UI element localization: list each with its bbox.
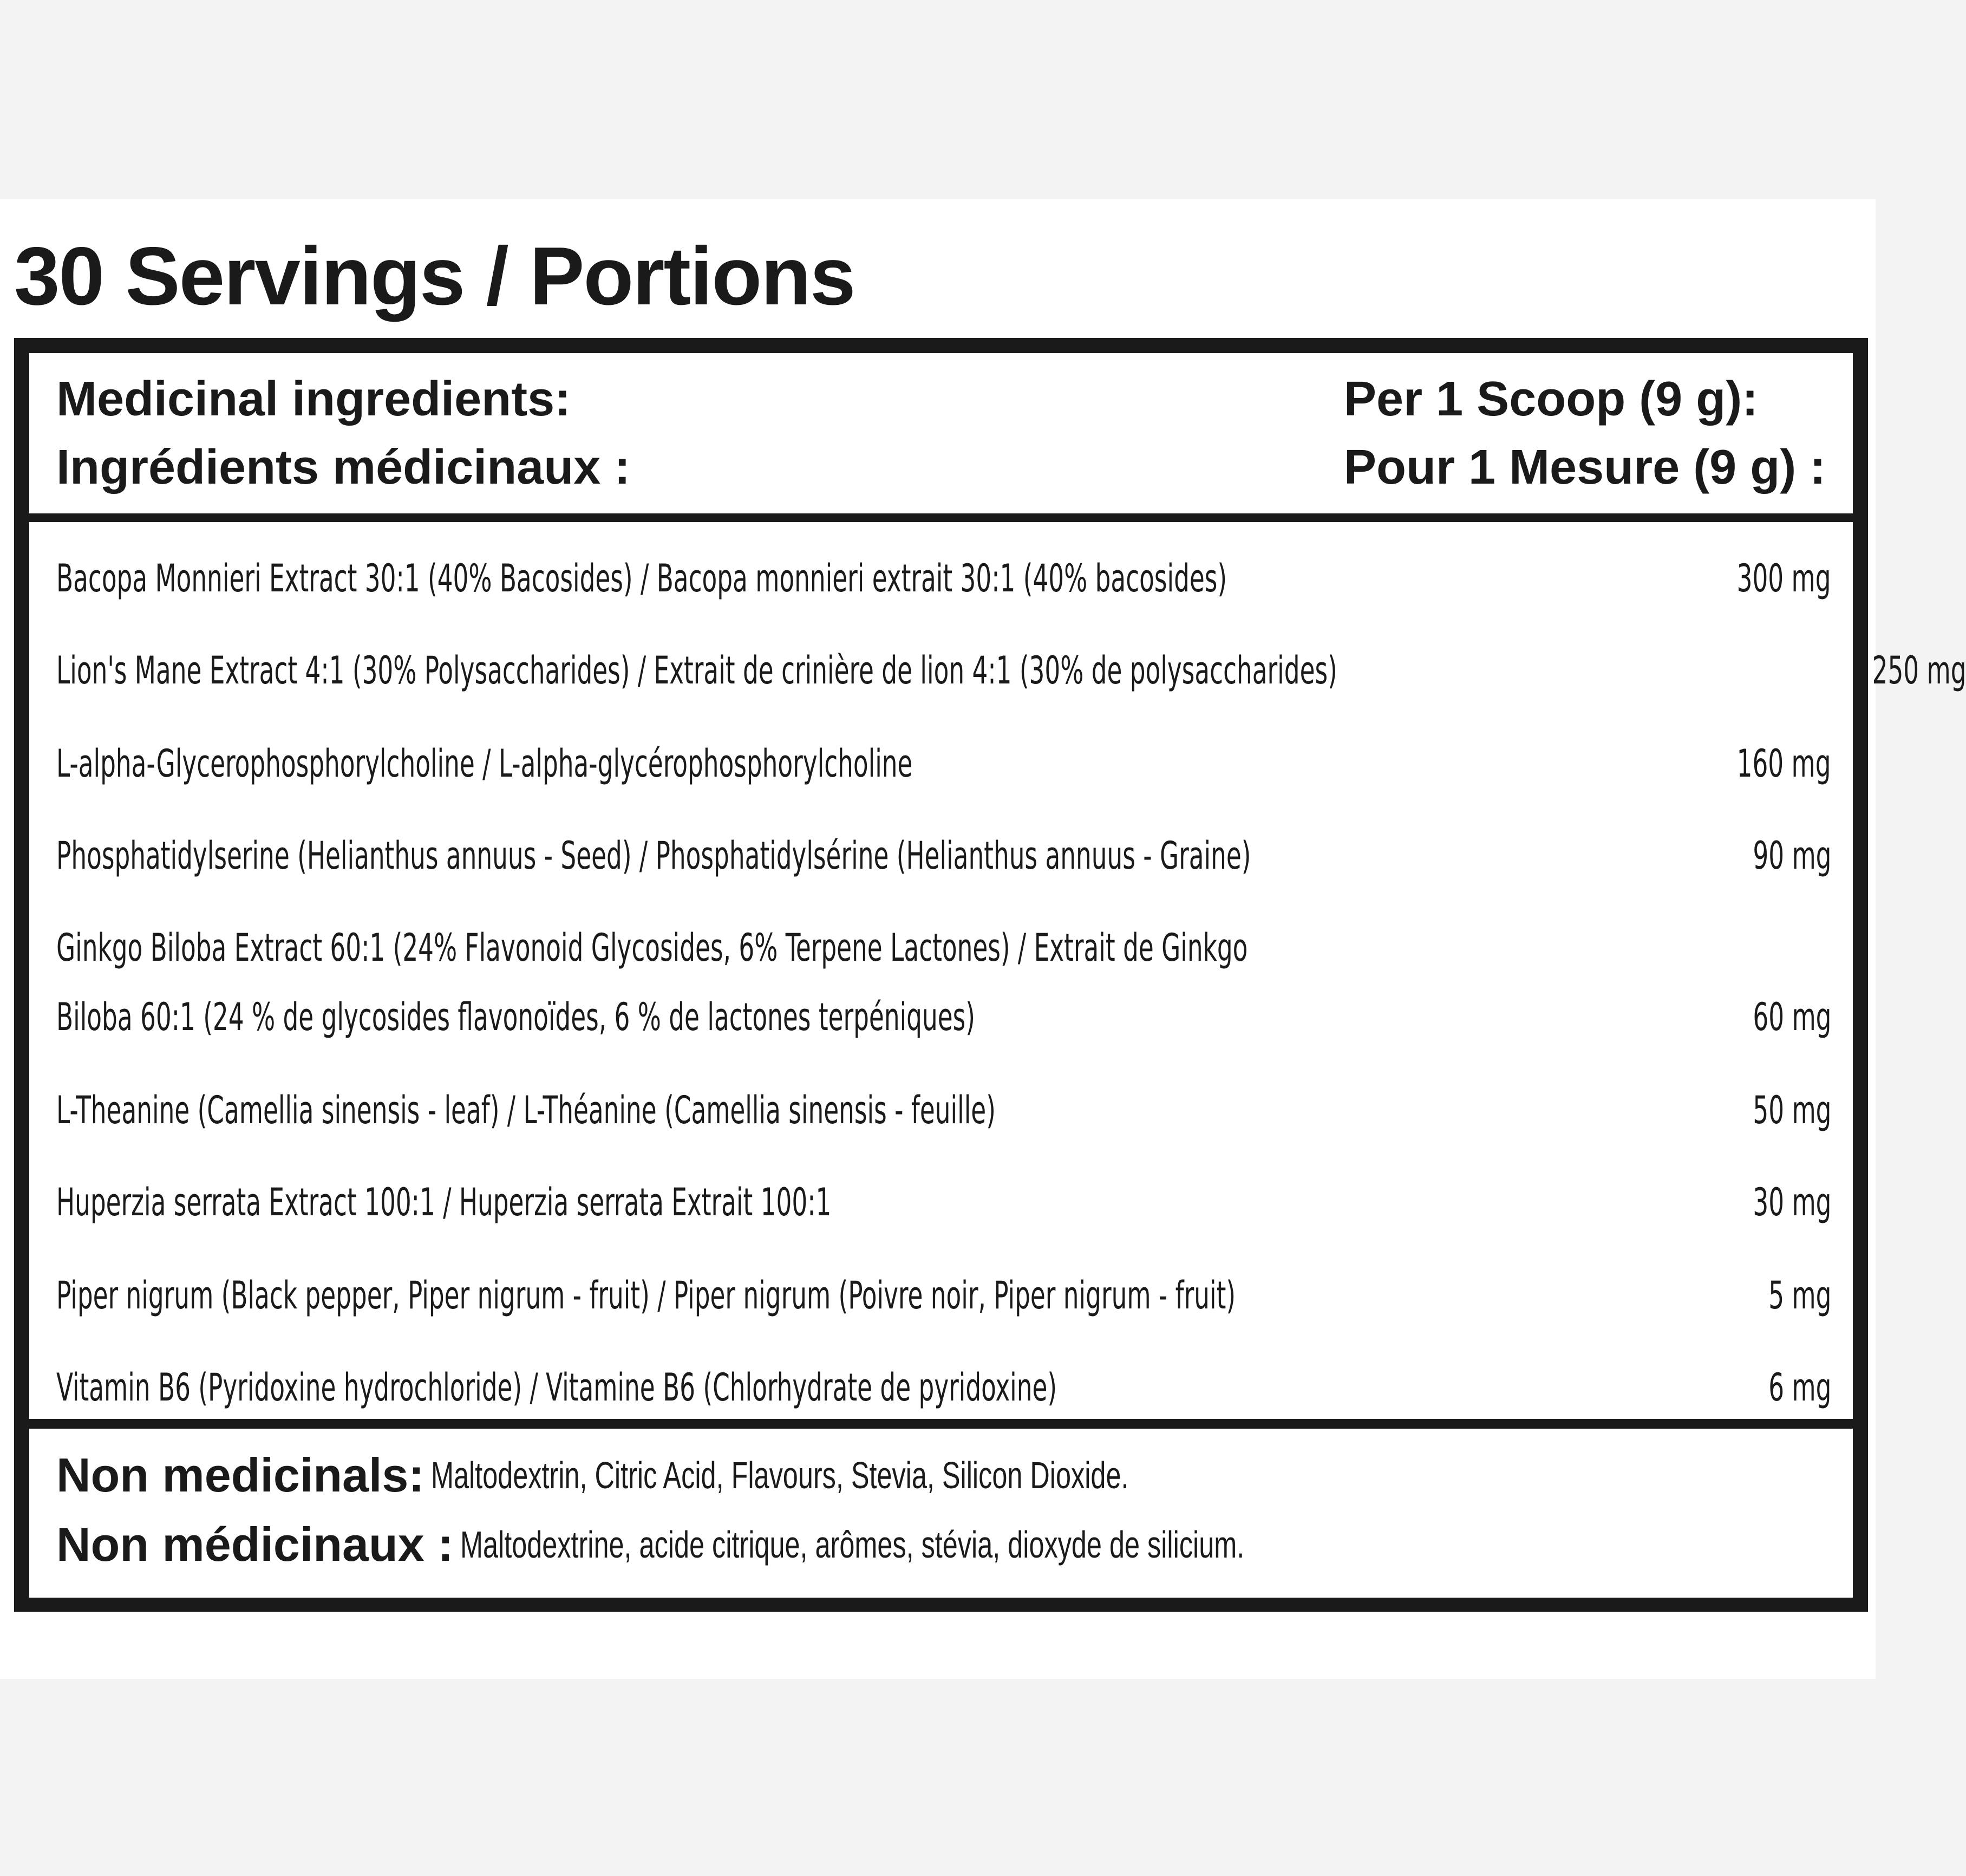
per-scoop-heading: Per 1 Scoop (9 g): [1344, 372, 1759, 426]
ingredient-row [56, 1261, 1831, 1330]
ingredient-amount: 250 mg [1872, 648, 1966, 693]
ingredient-amount: 30 mg [1752, 1180, 1831, 1224]
ingredient-amount: 160 mg [1737, 741, 1831, 786]
ingredient-name: Huperzia serrata Extract 100:1 / Huperzia serrata Extrait 100:1 [56, 1180, 832, 1224]
ingredient-row [56, 1353, 1831, 1422]
header-line-english [56, 364, 1831, 434]
ingredients-panel [14, 338, 1966, 1612]
non-medicinals-label: Non medicinals: [56, 1448, 424, 1502]
ingredient-name: Piper nigrum (Black pepper, Piper nigrum - fruit) / Piper nigrum (Poivre noir, Piper nigrum - fruit) [56, 1273, 1236, 1318]
ingredient-name: Bacopa Monnieri Extract 30:1 (40% Bacosides) / Bacopa monnieri extrait 30:1 (40% bacosides) [56, 556, 1227, 601]
ingredient-amount: 60 mg [1752, 995, 1831, 1039]
header-line-french [56, 432, 1831, 503]
ingredients-medicinaux-heading: Ingrédients médicinaux : [56, 440, 631, 494]
non-medicinaux-text: Maltodextrine, acide citrique, arômes, stévia, dioxyde de silicium. [460, 1523, 1245, 1566]
ingredient-row [56, 821, 1831, 890]
ingredient-amount: 300 mg [1737, 556, 1831, 601]
non-medicinal-french [56, 1510, 1831, 1579]
ingredient-amount: 50 mg [1752, 1088, 1831, 1132]
ingredient-row [56, 1076, 1831, 1145]
ingredient-amount: 90 mg [1752, 833, 1831, 878]
ingredient-name: L-alpha-Glycerophosphorylcholine / L-alpha-glycérophosphorylcholine [56, 741, 913, 786]
ingredient-amount: 6 mg [1768, 1365, 1831, 1410]
non-medicinal-english [56, 1441, 1831, 1510]
ingredient-amount: 5 mg [1768, 1273, 1831, 1318]
ingredient-name: Lion's Mane Extract 4:1 (30% Polysaccharides) / Extrait de crinière de lion 4:1 (30% de polysaccharides) [56, 648, 1337, 693]
ingredient-name: L-Theanine (Camellia sinensis - leaf) / L-Théanine (Camellia sinensis - feuille) [56, 1088, 996, 1132]
non-medicinals-text: Maltodextrin, Citric Acid, Flavours, Stevia, Silicon Dioxide. [431, 1454, 1129, 1496]
servings-title: 30 Servings / Portions [14, 230, 855, 322]
non-medicinal-section [29, 1429, 1853, 1598]
ingredient-row [56, 1168, 1831, 1237]
ingredient-name: Ginkgo Biloba Extract 60:1 (24% Flavonoid Glycosides, 6% Terpene Lactones) / Extrait de Ginkgo Biloba 60:1 (24 % de glycosides flavonoïdes, 6 % de lactones terpéniques) [56, 926, 1248, 1039]
ingredient-row [56, 544, 1831, 613]
ingredient-row [56, 913, 1831, 1052]
ingredient-name: Phosphatidylserine (Helianthus annuus - Seed) / Phosphatidylsérine (Helianthus annuus - Graine) [56, 833, 1251, 878]
non-medicinaux-label: Non médicinaux : [56, 1517, 454, 1571]
ingredients-header [29, 353, 1853, 513]
ingredient-row [56, 729, 1831, 798]
ingredient-name: Vitamin B6 (Pyridoxine hydrochloride) / Vitamine B6 (Chlorhydrate de pyridoxine) [56, 1365, 1057, 1410]
ingredients-list [29, 522, 1966, 1419]
ingredient-row [56, 636, 1966, 705]
medicinal-ingredients-heading: Medicinal ingredients: [56, 372, 571, 426]
pour-mesure-heading: Pour 1 Mesure (9 g) : [1344, 440, 1826, 494]
